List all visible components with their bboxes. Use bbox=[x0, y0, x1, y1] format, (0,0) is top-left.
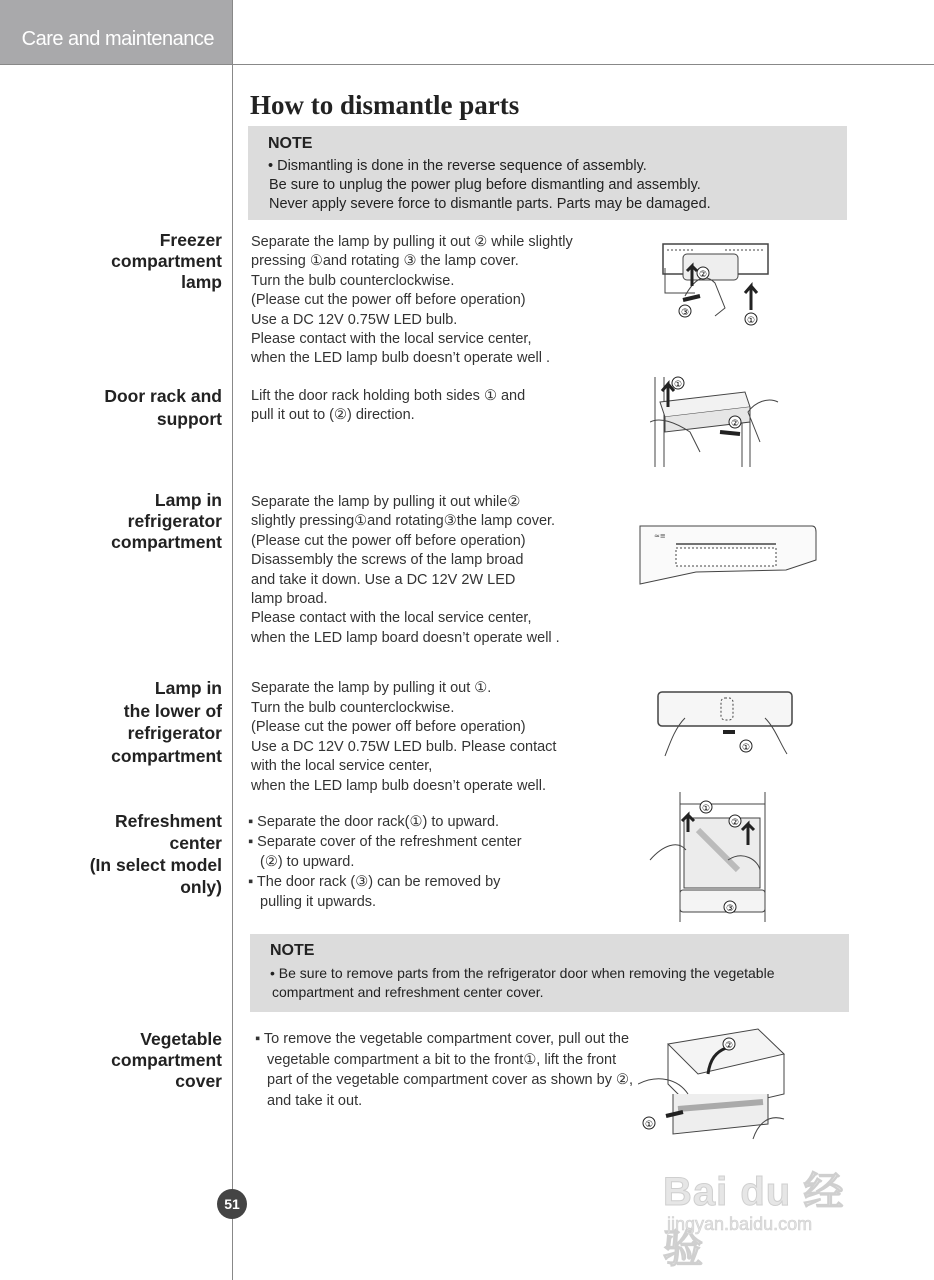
page-number: 51 bbox=[217, 1189, 247, 1219]
svg-text:≈≡: ≈≡ bbox=[654, 532, 666, 540]
marker-1: ① bbox=[746, 316, 756, 326]
header-rule bbox=[0, 64, 934, 65]
note-box bbox=[250, 934, 849, 1012]
marker-1: ① bbox=[741, 743, 751, 753]
note-heading: NOTE bbox=[270, 942, 315, 959]
vegetable-text: ▪ To remove the vegetable compartment cover, pull out the vegetable compartment a bit to the front①, lift the front part of the vegetable compartment cover as shown by ②, and take it out. bbox=[255, 1031, 634, 1109]
lower-lamp-illustration bbox=[655, 688, 795, 758]
lamp-lower-text: Separate the lamp by pulling it out ①. Turn the bulb counterclockwise. (Please cut the power off before operation) Use a DC 12V 0.75W LED bulb. Please contact with the local service center, when the LED lamp bulb doesn’t operate well. bbox=[251, 680, 557, 794]
refreshment-label: Refreshment center (In select model only) bbox=[89, 811, 222, 897]
door-rack-text: Lift the door rack holding both sides ① and pull it out to (②) direction. bbox=[251, 388, 526, 424]
lamp-lower-label: Lamp in the lower of refrigerator compartment bbox=[111, 678, 222, 766]
refreshment-center-illustration bbox=[648, 790, 773, 925]
vegetable-cover-illustration bbox=[638, 1024, 786, 1159]
note-line: compartment and refreshment center cover. bbox=[272, 984, 544, 1000]
page-title: How to dismantle parts bbox=[250, 90, 520, 120]
section-tab bbox=[0, 0, 232, 64]
marker-1: ① bbox=[701, 804, 711, 814]
refreshment-text: ▪ Separate the door rack(①) to upward. ▪ Separate cover of the refreshment center (②) to upward. ▪ The door rack (③) can be removed by pulling it upwards. bbox=[248, 814, 522, 910]
note-line: • Be sure to remove parts from the refrigerator door when removing the vegetable bbox=[270, 965, 775, 981]
marker-3: ③ bbox=[680, 308, 690, 318]
marker-1: ① bbox=[673, 380, 683, 390]
note-line: • Dismantling is done in the reverse sequence of assembly. bbox=[268, 158, 647, 174]
freezer-label: Freezer compartment lamp bbox=[111, 230, 222, 292]
note-line: Never apply severe force to dismantle parts. Parts may be damaged. bbox=[269, 196, 711, 212]
lamp-refrigerator-label: Lamp in refrigerator compartment bbox=[111, 490, 222, 552]
section-title: Care and maintenance bbox=[21, 28, 214, 50]
vegetable-label: Vegetable compartment cover bbox=[111, 1029, 222, 1091]
door-rack-label: Door rack and support bbox=[104, 386, 222, 429]
note-box bbox=[248, 126, 847, 220]
freezer-lamp-illustration bbox=[655, 238, 775, 328]
margin-rule bbox=[232, 0, 233, 1280]
watermark-brand: Bai du 经验 bbox=[663, 1170, 845, 1271]
door-rack-illustration bbox=[650, 372, 780, 470]
watermark bbox=[663, 1150, 883, 1271]
marker-2: ② bbox=[730, 419, 740, 429]
note-heading: NOTE bbox=[268, 135, 313, 152]
marker-2: ② bbox=[698, 270, 708, 280]
freezer-text: Separate the lamp by pulling it out ② while slightly pressing ①and rotating ③ the lamp cover. Turn the bulb counterclockwise. (Please cut the power off before operation) Use a DC 12V 0.75W LED bulb. Please contact with the local service center, when the LED lamp bulb doesn’t operate well . bbox=[251, 234, 573, 367]
marker-2: ② bbox=[730, 818, 740, 828]
marker-1: ① bbox=[644, 1120, 654, 1130]
note-line: Be sure to unplug the power plug before dismantling and assembly. bbox=[269, 177, 701, 193]
refrigerator-lamp-illustration bbox=[636, 522, 818, 588]
marker-2: ② bbox=[724, 1041, 734, 1051]
watermark-url: jingyan.baidu.com bbox=[667, 1214, 813, 1234]
marker-3: ③ bbox=[725, 904, 735, 914]
lamp-refrigerator-text: Separate the lamp by pulling it out while② slightly pressing①and rotating③the lamp cover. (Please cut the power off before operation) Disassembly the screws of the lamp broad and take it down. Use a DC 12V 2W LED lamp broad. Please contact with the local service center, when the LED lamp board doesn’t operate well . bbox=[251, 494, 560, 646]
